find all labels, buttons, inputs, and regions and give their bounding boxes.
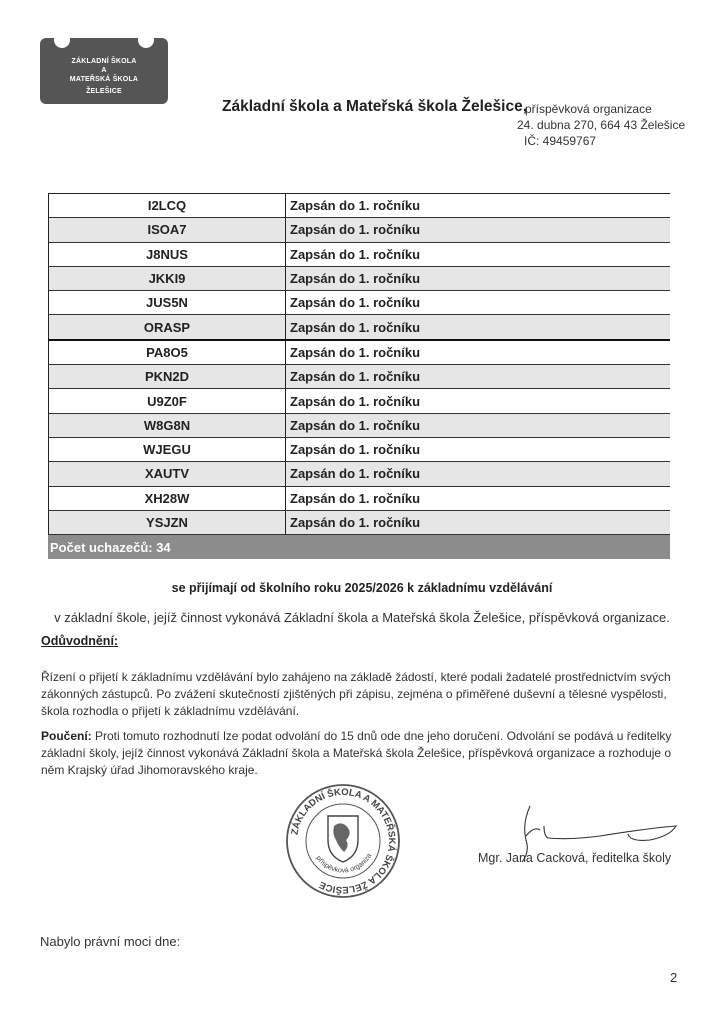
school-stamp (284, 782, 402, 900)
applicant-code: U9Z0F (48, 389, 286, 412)
logo-text-line1: ZÁKLADNÍ ŠKOLA (71, 58, 137, 65)
table-row (48, 389, 670, 413)
table-row (48, 267, 670, 291)
table-row (48, 462, 670, 486)
applicant-count: Počet uchazečů: 34 (48, 535, 670, 559)
table-row (48, 414, 670, 438)
admission-status: Zapsán do 1. ročníku (290, 271, 421, 287)
organization-type: příspěvková organizace (525, 102, 652, 116)
signer-name: Mgr. Jana Cacková, ředitelka školy (478, 851, 672, 865)
admission-table (48, 193, 670, 559)
applicant-code: PKN2D (48, 365, 286, 388)
applicant-code: W8G8N (48, 414, 286, 437)
reasoning-paragraph: Řízení o přijetí k základnímu vzdělávání bylo zahájeno na základě žádostí, které podali žadatelé prostřednictvím svých zákonných zástupců. Po zvážení skutečností zjištěných při zápisu, zejména o přiměřené duševní a tělesné vyspělosti, škola rozhodla o přijetí k základnímu vzdělávání. (41, 670, 671, 718)
admission-status: Zapsán do 1. ročníku (290, 198, 421, 214)
child-figure-right-icon (138, 32, 154, 48)
table-row (48, 193, 670, 218)
admission-status: Zapsán do 1. ročníku (290, 369, 421, 385)
stamp-outer-text: ZÁKLADNÍ ŠKOLA A MATEŘSKÁ ŠKOLA ŽELEŠICE (289, 786, 398, 896)
instruction-paragraph (41, 728, 681, 779)
instruction-label: Poučení: (41, 729, 92, 743)
admission-status: Zapsán do 1. ročníku (290, 442, 421, 458)
admission-status: Zapsán do 1. ročníku (290, 490, 421, 506)
coat-of-arms-icon (328, 816, 358, 862)
admission-status: Zapsán do 1. ročníku (290, 417, 421, 433)
decision-line-2: v základní škole, jejíž činnost vykonává Základní škola a Mateřská škola Želešice, příspěvková organizace. (54, 610, 670, 625)
applicant-code: ORASP (48, 315, 286, 338)
table-row (48, 438, 670, 462)
page-number: 2 (670, 970, 678, 985)
company-id: IČ: 49459767 (524, 134, 597, 148)
table-row (48, 341, 670, 365)
admission-status: Zapsán do 1. ročníku (290, 319, 421, 335)
applicant-code: JUS5N (48, 291, 286, 314)
admission-status: Zapsán do 1. ročníku (290, 295, 421, 311)
applicant-code: I2LCQ (48, 194, 286, 217)
table-row (48, 218, 670, 242)
table-row (48, 365, 670, 389)
school-logo (40, 38, 168, 104)
child-figure-left-icon (54, 32, 70, 48)
applicant-code: XAUTV (48, 462, 286, 485)
admission-status: Zapsán do 1. ročníku (290, 393, 421, 409)
applicant-code: ISOA7 (48, 218, 286, 241)
table-row (48, 315, 670, 340)
applicant-code: WJEGU (48, 438, 286, 461)
logo-text-line2: A (101, 67, 107, 74)
legal-force-label: Nabylo právní moci dne: (40, 934, 181, 949)
logo-text-line3: MATEŘSKÁ ŠKOLA (69, 76, 139, 83)
table-row (48, 511, 670, 535)
applicant-code: JKKI9 (48, 267, 286, 290)
table-row (48, 291, 670, 315)
admission-status: Zapsán do 1. ročníku (290, 466, 421, 482)
stamp-inner-text: příspěvková organiza (314, 852, 374, 875)
decision-line-1: se přijímají od školního roku 2025/2026 k základnímu vzdělávání (171, 581, 553, 595)
school-name: Základní škola a Mateřská škola Želešice, (222, 98, 527, 115)
logo-text-line4: ŽELEŠICE (86, 88, 122, 95)
applicant-code: J8NUS (48, 243, 286, 266)
applicant-code: PA8O5 (48, 341, 286, 364)
table-row (48, 487, 670, 511)
admission-status: Zapsán do 1. ročníku (290, 515, 421, 530)
table-row (48, 243, 670, 267)
school-address: 24. dubna 270, 664 43 Želešice (517, 118, 686, 132)
applicant-code: YSJZN (48, 511, 286, 534)
admission-status: Zapsán do 1. ročníku (290, 246, 421, 262)
reasoning-heading: Odůvodnění: (41, 634, 119, 648)
instruction-text: Proti tomuto rozhodnutí lze podat odvolání do 15 dnů ode dne jeho doručení. Odvolání se podává u ředitelky základní školy, jejíž činnost vykonává Základní škola a Mateřská škola Želešice, příspěvková organizace a rozhoduje o něm Krajský úřad Jihomoravského kraje. (41, 729, 672, 777)
applicant-code: XH28W (48, 487, 286, 510)
admission-status: Zapsán do 1. ročníku (290, 344, 421, 360)
admission-status: Zapsán do 1. ročníku (290, 222, 421, 238)
